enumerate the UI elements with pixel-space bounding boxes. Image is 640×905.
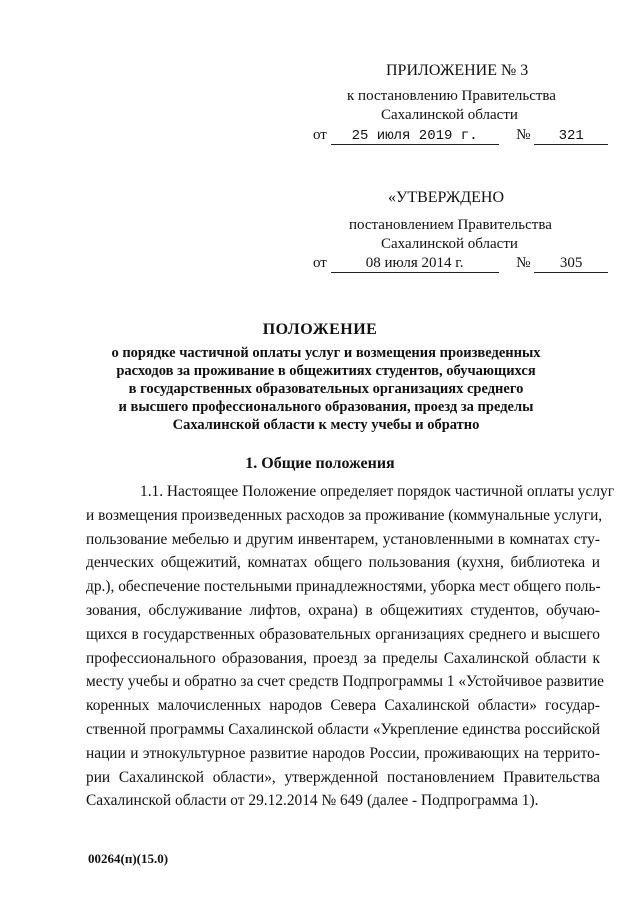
approved-date: 08 июля 2014 г.	[331, 255, 499, 273]
paragraph-line: месту учебы и обратно за счет средств Подпрограммы 1 «Устойчивое развитие	[86, 673, 604, 691]
subtitle-line: Сахалинской области к месту учебы и обратно	[172, 417, 480, 433]
appendix-line-1: к постановлению Правительства	[347, 88, 556, 104]
appendix-date-row	[313, 127, 608, 145]
approved-line-2: Сахалинской области	[381, 236, 518, 252]
paragraph-line: др.), обеспечение постельными принадлежностями, уборка мест общего поль-	[86, 578, 601, 596]
document-code: 00264(п)(15.0)	[88, 851, 169, 866]
approved-line-1: постановлением Правительства	[349, 217, 552, 233]
paragraph-line: нации и этнокультурное развитие народов России, проживающих на террито-	[86, 744, 600, 762]
paragraph-line: ственной программы Сахалинской области «Укрепление единства российской	[86, 720, 600, 738]
paragraph-line: денческих общежитий, комнатах общего пользования (кухня, библиотека и	[86, 554, 600, 572]
section-heading: 1. Общие положения	[245, 455, 395, 472]
paragraph-line: щихся в государственных образовательных организациях среднего и высшего	[86, 625, 600, 643]
subtitle-line: и высшего профессионального образования, проезд за пределы	[118, 399, 534, 415]
paragraph-line: коренных малочисленных народов Севера Сахалинской области» государ-	[86, 697, 600, 715]
paragraph-line: Сахалинской области от 29.12.2014 № 649 (далее - Подпрограмма 1).	[86, 792, 539, 810]
paragraph-line: 1.1. Настоящее Положение определяет порядок частичной оплаты услуг	[140, 483, 615, 500]
document-subtitle	[100, 344, 552, 434]
approved-number: 305	[534, 255, 608, 273]
paragraph-line: и возмещения произведенных расходов за проживание (коммунальные услуги,	[86, 506, 603, 524]
subtitle-line: в государственных образовательных организациях среднего	[128, 381, 524, 397]
appendix-date: 25 июля 2019 г.	[331, 128, 499, 145]
appendix-from-label: от	[313, 127, 327, 143]
approved-title: «УТВЕРЖДЕНО	[388, 189, 505, 206]
appendix-number-label: №	[516, 127, 531, 143]
paragraph-1-1	[86, 480, 615, 813]
document-title: ПОЛОЖЕНИЕ	[262, 321, 378, 338]
subtitle-line: расходов за проживание в общежитиях студентов, обучающихся	[116, 363, 536, 379]
paragraph-line: пользование мебелью и другим инвентарем, установленными в комнатах сту-	[86, 530, 600, 548]
paragraph-line: зования, обслуживание лифтов, охрана) в общежитиях студентов, обучаю-	[86, 601, 600, 619]
approved-date-row	[313, 255, 608, 273]
paragraph-line: профессионального образования, проезд за пределы Сахалинской области к	[86, 649, 600, 667]
approved-from-label: от	[313, 255, 327, 271]
appendix-line-2: Сахалинской области	[381, 107, 518, 123]
paragraph-line: рии Сахалинской области», утвержденной постановлением Правительства	[86, 768, 600, 786]
appendix-number: 321	[534, 128, 608, 145]
appendix-title: ПРИЛОЖЕНИЕ № 3	[386, 62, 529, 79]
approved-number-label: №	[516, 255, 531, 271]
subtitle-line: о порядке частичной оплаты услуг и возмещения произведенных	[111, 345, 541, 361]
